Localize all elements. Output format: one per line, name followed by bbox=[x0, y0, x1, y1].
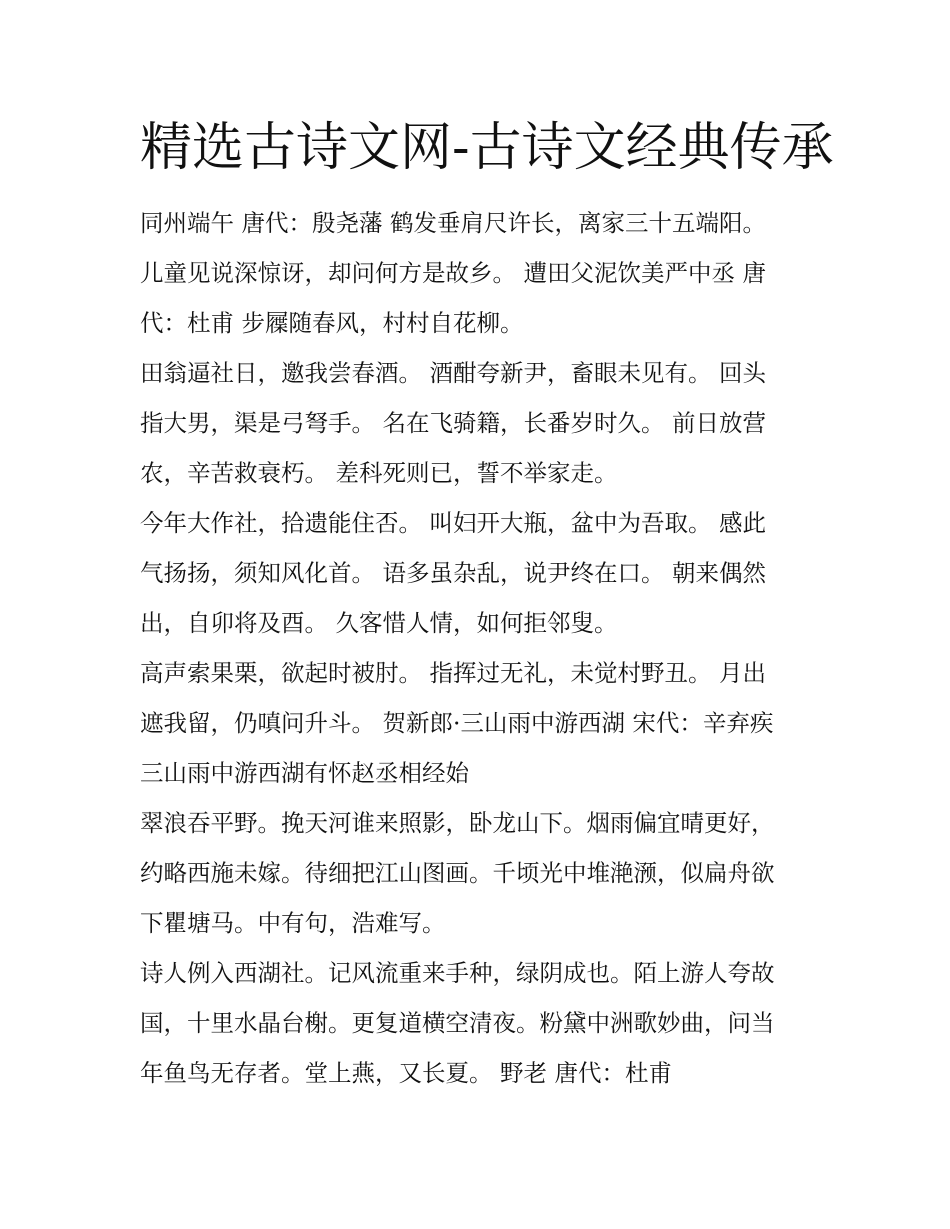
paragraph bbox=[140, 798, 840, 948]
text-line: 下瞿塘马。中有句，浩难写。 bbox=[140, 909, 446, 937]
text-line: 代：杜甫 步屧随春风，村村自花柳。 bbox=[140, 309, 524, 337]
text-line: 儿童见说深惊讶，却问何方是故乡。 遭田父泥饮美严中丞 唐 bbox=[140, 259, 766, 287]
document-body bbox=[140, 198, 840, 1098]
text-line: 气扬扬，须知风化首。 语多虽杂乱，说尹终在口。 朝来偶然 bbox=[140, 559, 766, 587]
text-line: 高声索果栗，欲起时被肘。 指挥过无礼，未觉村野丑。 月出 bbox=[140, 659, 766, 687]
text-line: 诗人例入西湖社。记风流重来手种，绿阴成也。陌上游人夸故 bbox=[140, 959, 775, 987]
text-line: 农，辛苦救衰朽。 差科死则已，誓不举家走。 bbox=[140, 459, 618, 487]
text-line: 同州端午 唐代：殷尧藩 鹤发垂肩尺许长，离家三十五端阳。 bbox=[140, 209, 766, 237]
text-line: 国，十里水晶台榭。更复道横空清夜。粉黛中洲歌妙曲，问当 bbox=[140, 1009, 775, 1037]
page-title: 精选古诗文网-古诗文经典传承 bbox=[140, 118, 834, 178]
text-line: 指大男，渠是弓弩手。 名在飞骑籍，长番岁时久。 前日放营 bbox=[140, 409, 766, 437]
paragraph bbox=[140, 498, 840, 648]
text-line: 年鱼鸟无存者。堂上燕，又长夏。 野老 唐代：杜甫 bbox=[140, 1059, 672, 1087]
text-line: 遮我留，仍嗔问升斗。 贺新郎·三山雨中游西湖 宋代：辛弃疾 bbox=[140, 709, 774, 737]
paragraph bbox=[140, 198, 840, 348]
text-line: 今年大作社，拾遗能住否。 叫妇开大瓶，盆中为吾取。 感此 bbox=[140, 509, 766, 537]
text-line: 出，自卯将及酉。 久客惜人情，如何拒邻叟。 bbox=[140, 609, 618, 637]
paragraph bbox=[140, 348, 840, 498]
text-line: 三山雨中游西湖有怀赵丞相经始 bbox=[140, 759, 469, 787]
paragraph bbox=[140, 648, 840, 798]
paragraph bbox=[140, 948, 840, 1098]
text-line: 翠浪吞平野。挽天河谁来照影，卧龙山下。烟雨偏宜晴更好， bbox=[140, 809, 775, 837]
text-line: 约略西施未嫁。待细把江山图画。千顷光中堆滟滪，似扁舟欲 bbox=[140, 859, 775, 887]
text-line: 田翁逼社日，邀我尝春酒。 酒酣夸新尹，畜眼未见有。 回头 bbox=[140, 359, 766, 387]
